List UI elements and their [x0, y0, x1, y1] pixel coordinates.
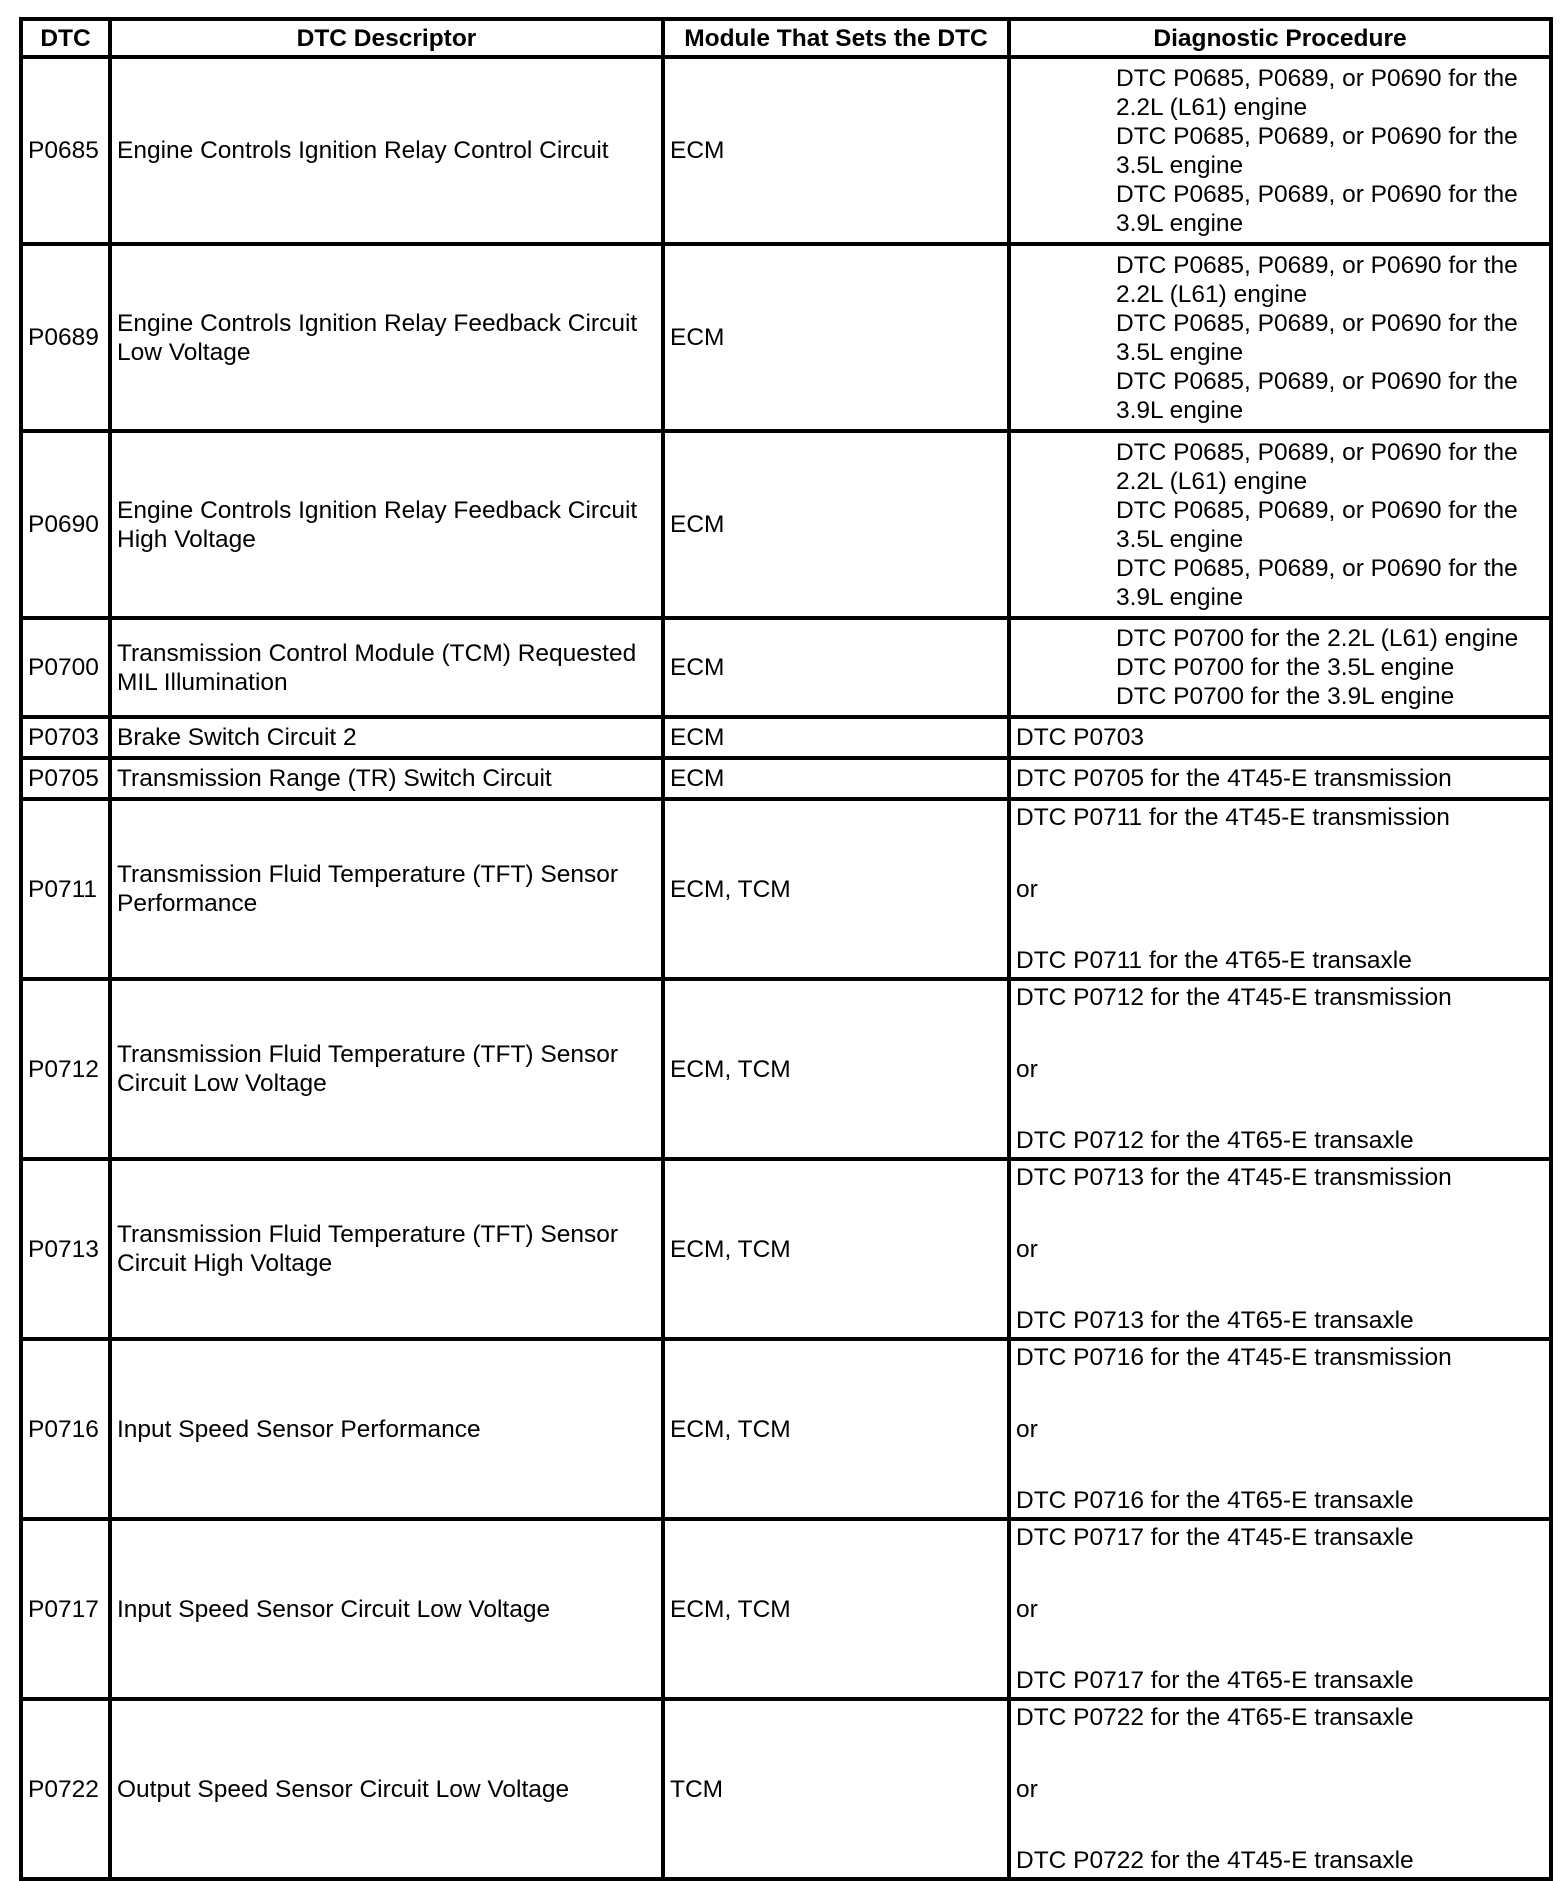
procedure-link[interactable]: DTC P0700 for the 3.5L engine: [1116, 654, 1455, 681]
procedure-link[interactable]: DTC P0685, P0689, or P0690 for the 2.2L (L61) engine: [1116, 438, 1518, 495]
dtc-descriptor: Transmission Fluid Temperature (TFT) Sensor Circuit High Voltage: [110, 1159, 663, 1339]
procedure-link[interactable]: DTC P0685, P0689, or P0690 for the 3.5L engine: [1116, 309, 1518, 366]
dtc-descriptor: Output Speed Sensor Circuit Low Voltage: [110, 1699, 663, 1879]
or-separator: or: [1016, 1415, 1038, 1443]
dtc-descriptor: Input Speed Sensor Performance: [110, 1339, 663, 1519]
diagnostic-procedure: [1009, 1519, 1551, 1699]
module-name: ECM, TCM: [663, 979, 1009, 1159]
module-name: TCM: [663, 1699, 1009, 1879]
table-row: [21, 57, 1551, 244]
table-row: [21, 758, 1551, 799]
table-row: [21, 618, 1551, 717]
dtc-code: P0722: [21, 1699, 110, 1879]
module-name: ECM, TCM: [663, 799, 1009, 979]
diagnostic-procedure: [1009, 799, 1551, 979]
dtc-descriptor: Transmission Range (TR) Switch Circuit: [110, 758, 663, 799]
procedure-link[interactable]: DTC P0685, P0689, or P0690 for the 3.9L engine: [1116, 554, 1518, 611]
table-row: [21, 799, 1551, 979]
module-name: ECM: [663, 717, 1009, 758]
dtc-code: P0685: [21, 57, 110, 244]
dtc-code: P0689: [21, 244, 110, 431]
or-separator: or: [1016, 1595, 1038, 1623]
procedure-link[interactable]: DTC P0712 for the 4T65-E transaxle: [1016, 1127, 1414, 1154]
table-row: [21, 431, 1551, 618]
module-name: ECM: [663, 244, 1009, 431]
dtc-descriptor: Engine Controls Ignition Relay Control Circuit: [110, 57, 663, 244]
dtc-code: P0705: [21, 758, 110, 799]
diagnostic-procedure: [1009, 57, 1551, 244]
procedure-link[interactable]: DTC P0716 for the 4T45-E transmission: [1016, 1344, 1452, 1371]
module-name: ECM, TCM: [663, 1339, 1009, 1519]
procedure-link[interactable]: DTC P0716 for the 4T65-E transaxle: [1016, 1487, 1414, 1514]
header-module: Module That Sets the DTC: [663, 19, 1009, 57]
dtc-descriptor: Engine Controls Ignition Relay Feedback Circuit Low Voltage: [110, 244, 663, 431]
diagnostic-procedure: [1009, 1339, 1551, 1519]
header-procedure: Diagnostic Procedure: [1009, 19, 1551, 57]
procedure-link[interactable]: DTC P0711 for the 4T45-E transmission: [1016, 804, 1450, 831]
module-name: ECM: [663, 618, 1009, 717]
diagnostic-procedure: [1009, 1159, 1551, 1339]
diagnostic-procedure: [1009, 717, 1551, 758]
diagnostic-procedure: [1009, 618, 1551, 717]
module-name: ECM, TCM: [663, 1159, 1009, 1339]
or-separator: or: [1016, 875, 1038, 903]
dtc-descriptor: Transmission Fluid Temperature (TFT) Sensor Circuit Low Voltage: [110, 979, 663, 1159]
diagnostic-procedure: [1009, 1699, 1551, 1879]
procedure-link[interactable]: DTC P0685, P0689, or P0690 for the 3.5L engine: [1116, 496, 1518, 553]
module-name: ECM: [663, 758, 1009, 799]
procedure-link[interactable]: DTC P0685, P0689, or P0690 for the 2.2L (L61) engine: [1116, 64, 1518, 121]
dtc-code: P0712: [21, 979, 110, 1159]
dtc-code: P0703: [21, 717, 110, 758]
procedure-link[interactable]: DTC P0703: [1016, 724, 1145, 751]
module-name: ECM, TCM: [663, 1519, 1009, 1699]
diagnostic-procedure: [1009, 244, 1551, 431]
procedure-link[interactable]: DTC P0722 for the 4T65-E transaxle: [1016, 1704, 1414, 1731]
dtc-code: P0716: [21, 1339, 110, 1519]
dtc-descriptor: Input Speed Sensor Circuit Low Voltage: [110, 1519, 663, 1699]
procedure-link[interactable]: DTC P0722 for the 4T45-E transaxle: [1016, 1847, 1414, 1874]
diagnostic-procedure: [1009, 979, 1551, 1159]
table-row: [21, 1339, 1551, 1519]
procedure-link[interactable]: DTC P0713 for the 4T45-E transmission: [1016, 1164, 1452, 1191]
table-row: [21, 1159, 1551, 1339]
dtc-descriptor: Brake Switch Circuit 2: [110, 717, 663, 758]
dtc-code: P0690: [21, 431, 110, 618]
diagnostic-procedure: [1009, 758, 1551, 799]
or-separator: or: [1016, 1055, 1038, 1083]
procedure-link[interactable]: DTC P0711 for the 4T65-E transaxle: [1016, 947, 1412, 974]
diagnostic-procedure: [1009, 431, 1551, 618]
table-header-row: [21, 19, 1551, 57]
or-separator: or: [1016, 1775, 1038, 1803]
procedure-link[interactable]: DTC P0700 for the 2.2L (L61) engine: [1116, 625, 1519, 652]
procedure-link[interactable]: DTC P0685, P0689, or P0690 for the 2.2L (L61) engine: [1116, 251, 1518, 308]
dtc-code: P0713: [21, 1159, 110, 1339]
dtc-descriptor: Transmission Control Module (TCM) Requested MIL Illumination: [110, 618, 663, 717]
dtc-code: P0700: [21, 618, 110, 717]
procedure-link[interactable]: DTC P0685, P0689, or P0690 for the 3.9L engine: [1116, 180, 1518, 237]
procedure-link[interactable]: DTC P0685, P0689, or P0690 for the 3.9L engine: [1116, 367, 1518, 424]
procedure-link[interactable]: DTC P0712 for the 4T45-E transmission: [1016, 984, 1452, 1011]
procedure-link[interactable]: DTC P0705 for the 4T45-E transmission: [1016, 765, 1452, 792]
table-row: [21, 717, 1551, 758]
dtc-descriptor: Engine Controls Ignition Relay Feedback Circuit High Voltage: [110, 431, 663, 618]
dtc-table: [19, 17, 1553, 1881]
procedure-link[interactable]: DTC P0713 for the 4T65-E transaxle: [1016, 1307, 1414, 1334]
dtc-code: P0711: [21, 799, 110, 979]
table-row: [21, 1519, 1551, 1699]
table-row: [21, 1699, 1551, 1879]
table-row: [21, 979, 1551, 1159]
procedure-link[interactable]: DTC P0717 for the 4T65-E transaxle: [1016, 1667, 1414, 1694]
module-name: ECM: [663, 431, 1009, 618]
procedure-link[interactable]: DTC P0685, P0689, or P0690 for the 3.5L engine: [1116, 122, 1518, 179]
procedure-link[interactable]: DTC P0700 for the 3.9L engine: [1116, 683, 1455, 710]
dtc-descriptor: Transmission Fluid Temperature (TFT) Sensor Performance: [110, 799, 663, 979]
header-descriptor: DTC Descriptor: [110, 19, 663, 57]
dtc-code: P0717: [21, 1519, 110, 1699]
procedure-link[interactable]: DTC P0717 for the 4T45-E transaxle: [1016, 1524, 1414, 1551]
or-separator: or: [1016, 1235, 1038, 1263]
table-row: [21, 244, 1551, 431]
header-dtc: DTC: [21, 19, 110, 57]
module-name: ECM: [663, 57, 1009, 244]
